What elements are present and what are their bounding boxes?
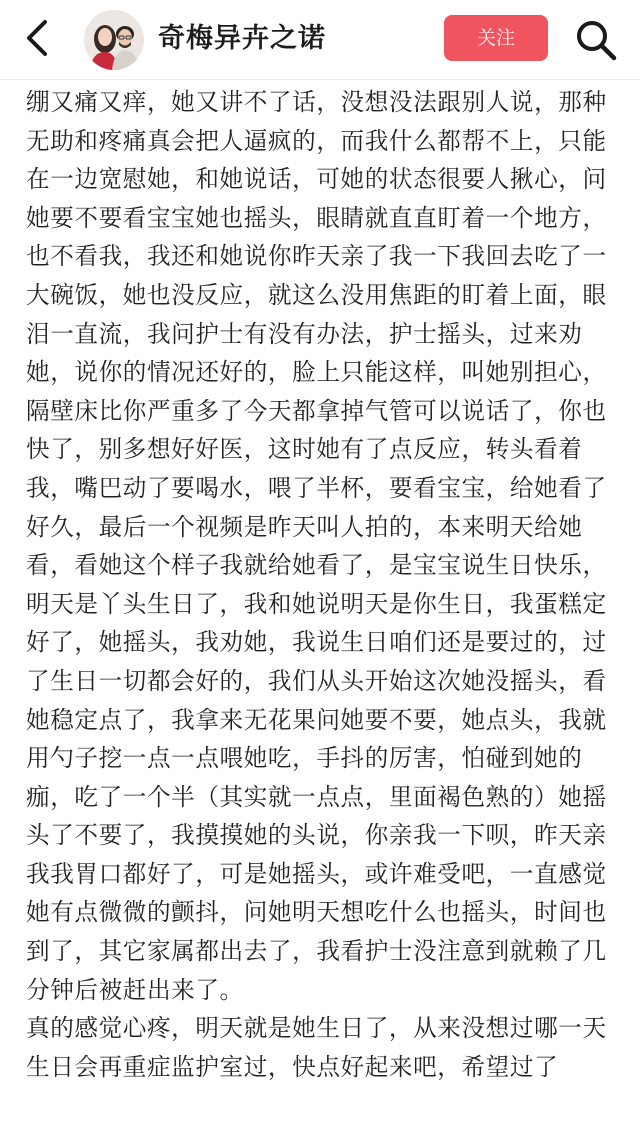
back-button[interactable] — [18, 18, 58, 58]
avatar-image — [84, 10, 144, 70]
avatar[interactable] — [84, 10, 144, 70]
account-name[interactable]: 奇梅异卉之诺 — [158, 23, 326, 54]
article-paragraph: 绷又痛又痒，她又讲不了话，没想没法跟别人说，那种无助和疼痛真会把人逼疯的，而我什么都帮不上，只能在一边宽慰她，和她说话，可她的状态很要人揪心，问她要不要看宝宝她也摇头，眼睛就直直盯着一个地方，也不看我，我还和她说你昨天亲了我一下我回去吃了一大碗饭，她也没反应，就这么没用焦距的盯着上面，眼泪一直流，我问护士有没有办法，护士摇头，过来劝她，说你的情况还好的，脸上只能这样，叫她别担心，隔壁床比你严重多了今天都拿掉气管可以说话了，你也快了，别多想好好医，这时她有了点反应，转头看着我，嘴巴动了要喝水，喂了半杯，要看宝宝，给她看了好久，最后一个视频是昨天叫人拍的，本来明天给她看，看她这个样子我就给她看了，是宝宝说生日快乐，明天是丫头生日了，我和她说明天是你生日，我蛋糕定好了，她摇头，我劝她，我说生日咱们还是要过的，过了生日一切都会好的，我们从头开始这次她没摇头，看她稳定点了，我拿来无花果问她要不要，她点头，我就用勺子挖一点一点喂她吃，手抖的厉害，怕碰到她的痂，吃了一个半（其实就一点点，里面褐色熟的）她摇头了不要了，我摸摸她的头说，你亲我一下呗，昨天亲我我胃口都好了，可是她摇头，或许难受吧，一直感觉她有点微微的颤抖，问她明天想吃什么也摇头，时间也到了，其它家属都出去了，我看护士没注意到就赖了几分钟后被赶出来了。 — [26, 88, 607, 1004]
follow-button[interactable]: 关注 — [444, 15, 548, 61]
top-bar — [0, 0, 640, 80]
search-icon — [574, 18, 618, 62]
article-body — [26, 80, 614, 1086]
article-paragraph: 真的感觉心疼，明天就是她生日了，从来没想过哪一天生日会再重症监护室过，快点好起来吧，希望过了 — [26, 1014, 607, 1081]
search-button[interactable] — [574, 18, 618, 62]
back-arrow-icon — [18, 18, 58, 58]
